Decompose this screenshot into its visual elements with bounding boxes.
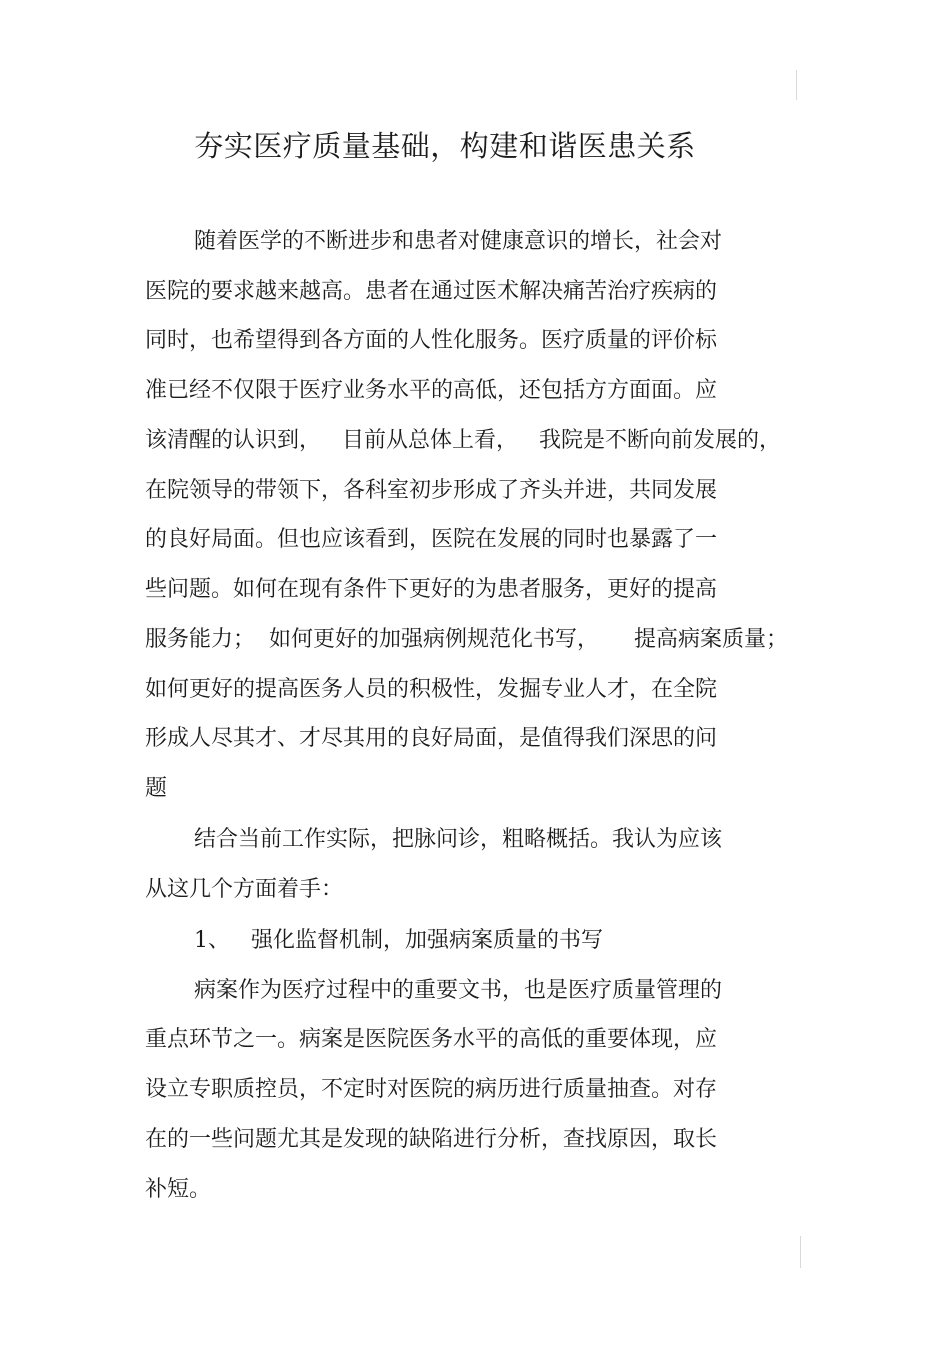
paragraph-line: 同时，也希望得到各方面的人性化服务。医疗质量的评价标	[145, 328, 718, 353]
paragraph-line: 设立专职质控员，不定时对医院的病历进行质量抽查。对存	[145, 1077, 718, 1102]
document-title: 夯实医疗质量基础，构建和谐医患关系	[194, 129, 696, 163]
paragraph-line: 从这几个方面着手：	[145, 877, 344, 902]
paragraph-line: 随着医学的不断进步和患者对健康意识的增长，社会对	[194, 229, 723, 254]
paragraph-line: 该清醒的认识到， 目前从总体上看， 我院是不断向前发展的，	[145, 428, 781, 453]
paragraph-line: 补短。	[145, 1177, 212, 1202]
paragraph-line: 服务能力； 如何更好的加强病例规范化书写， 提高病案质量；	[145, 627, 788, 652]
paragraph-line: 重点环节之一。病案是医院医务水平的高低的重要体现，应	[145, 1027, 718, 1052]
paragraph-line: 准已经不仅限于医疗业务水平的高低，还包括方方面面。应	[145, 378, 718, 403]
page-edge-mark-bottom	[800, 1236, 801, 1268]
section-heading: 1、 强化监督机制，加强病案质量的书写	[194, 928, 603, 953]
paragraph-line: 在院领导的带领下，各科室初步形成了齐头并进，共同发展	[145, 478, 718, 503]
paragraph-line: 如何更好的提高医务人员的积极性，发掘专业人才，在全院	[145, 677, 718, 702]
paragraph-line: 结合当前工作实际，把脉问诊，粗略概括。我认为应该	[194, 827, 723, 852]
paragraph-line: 在的一些问题尤其是发现的缺陷进行分析，查找原因，取长	[145, 1127, 718, 1152]
page-edge-mark-top	[796, 70, 797, 100]
paragraph-line: 病案作为医疗过程中的重要文书，也是医疗质量管理的	[194, 978, 723, 1003]
paragraph-line: 题	[145, 776, 168, 801]
paragraph-line: 的良好局面。但也应该看到，医院在发展的同时也暴露了一	[145, 527, 718, 552]
paragraph-line: 些问题。如何在现有条件下更好的为患者服务，更好的提高	[145, 577, 718, 602]
paragraph-line: 医院的要求越来越高。患者在通过医术解决痛苦治疗疾病的	[145, 279, 718, 304]
paragraph-line: 形成人尽其才、才尽其用的良好局面，是值得我们深思的问	[145, 726, 718, 751]
